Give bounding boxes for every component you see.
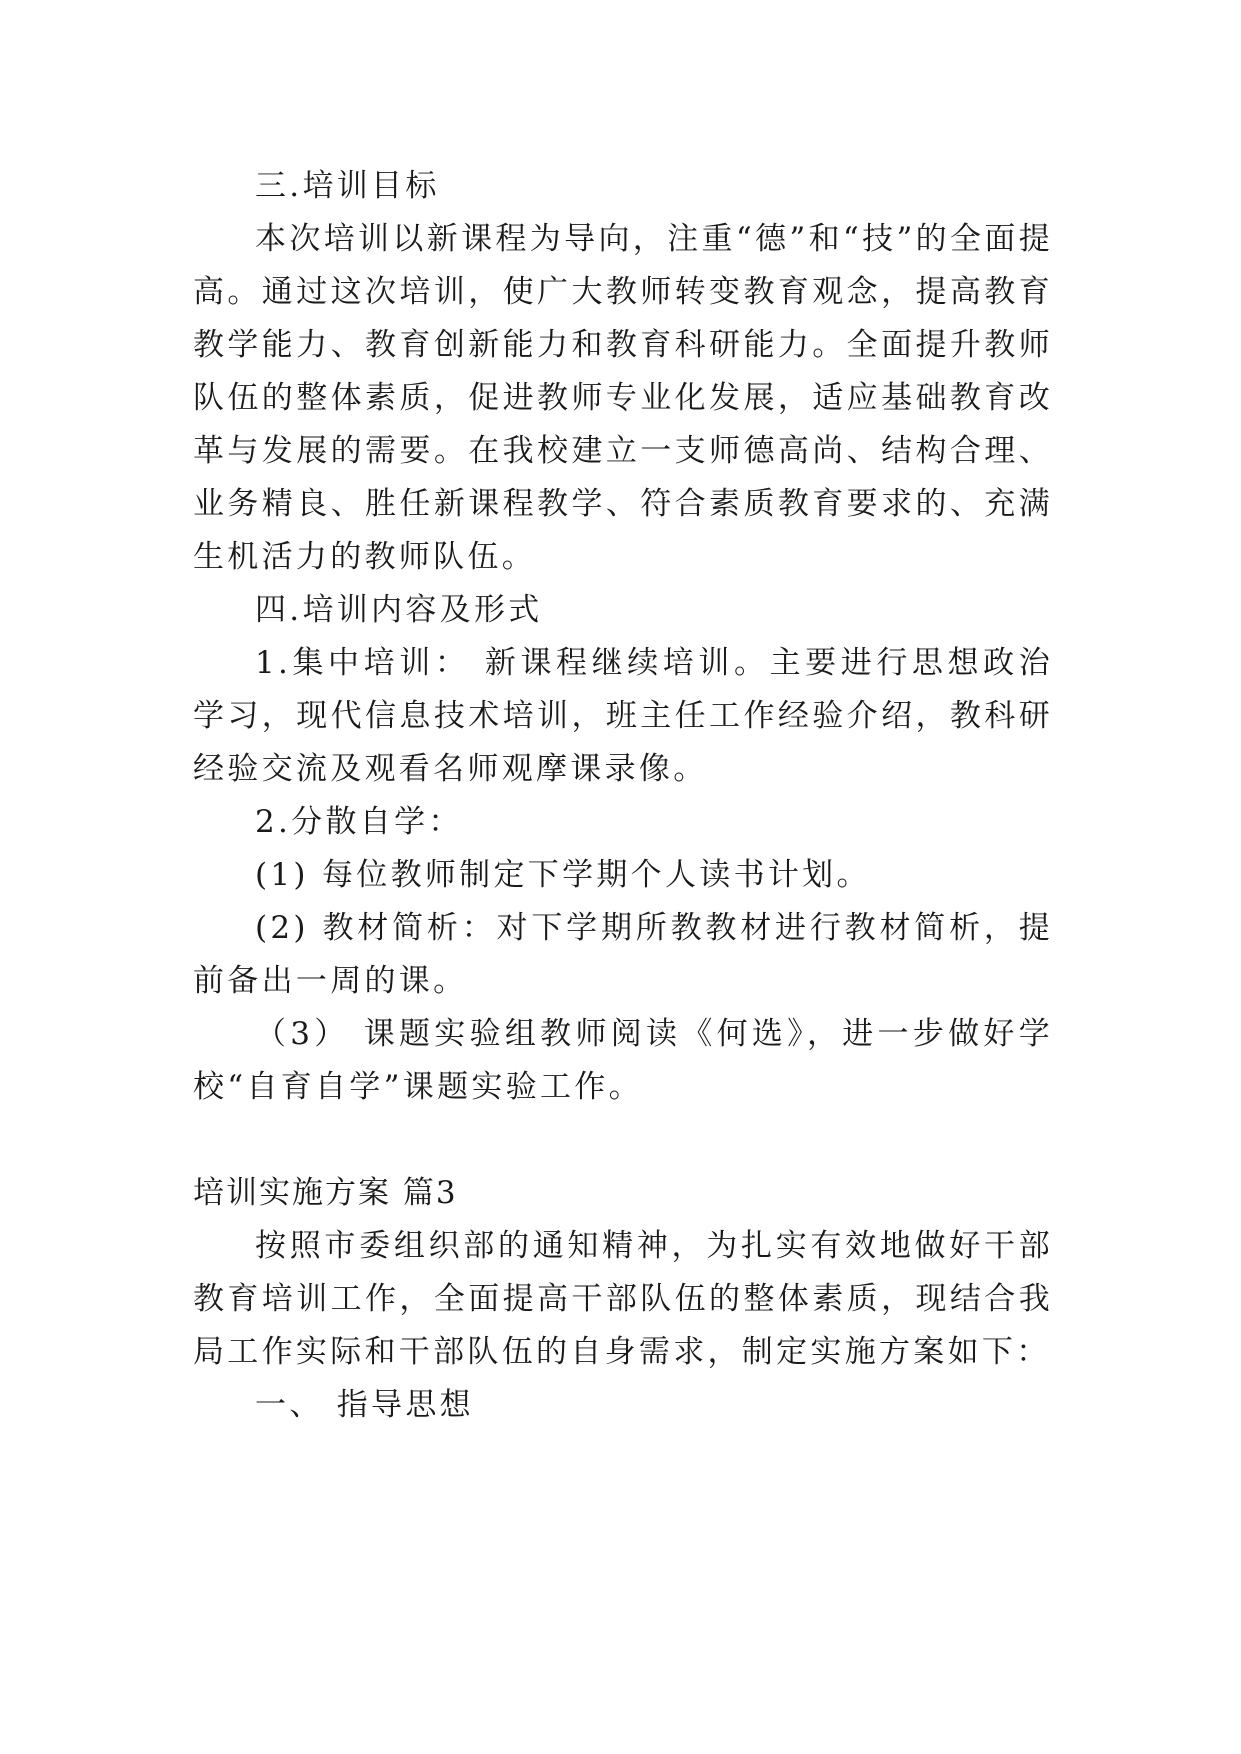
section-title: 培训实施方案 篇3 [193, 1175, 458, 1211]
paragraph-plan-intro: 按照市委组织部的通知精神，为扎实有效地做好干部教育培训工作，全面提高干部队伍的整体素质，现结合我局工作实际和干部队伍的自身需求，制定实施方案如下： [193, 1228, 1053, 1370]
paragraph-self-study: 2.分散自学： [255, 804, 463, 840]
document-body [193, 160, 1053, 1432]
heading-training-goals: 三.培训目标 [255, 168, 440, 204]
paragraph-goals-body: 本次培训以新课程为导向，注重“德”和“技”的全面提高。通过这次培训，使广大教师转变教育观念，提高教育教学能力、教育创新能力和教育科研能力。全面提升教师队伍的整体素质，促进教师专业化发展，适应基础教育改革与发展的需要。在我校建立一支师德高尚、结构合理、业务精良、胜任新课程教学、符合素质教育要求的、充满生机活力的教师队伍。 [193, 221, 1053, 575]
list-item-research-reading: （3） 课题实验组教师阅读《何选》，进一步做好学校“自育自学”课题实验工作。 [193, 1016, 1053, 1105]
heading-training-content: 四.培训内容及形式 [255, 592, 543, 628]
list-item-textbook-analysis: (2) 教材简析：对下学期所教教材进行教材简析，提前备出一周的课。 [193, 910, 1053, 999]
section-gap [193, 1114, 1053, 1167]
heading-guiding-ideology: 一、 指导思想 [255, 1387, 474, 1423]
list-item-reading-plan: (1) 每位教师制定下学期个人读书计划。 [255, 857, 871, 893]
paragraph-centralized-training: 1.集中培训： 新课程继续培训。主要进行思想政治学习，现代信息技术培训，班主任工作经验介绍，教科研经验交流及观看名师观摩课录像。 [193, 645, 1053, 787]
